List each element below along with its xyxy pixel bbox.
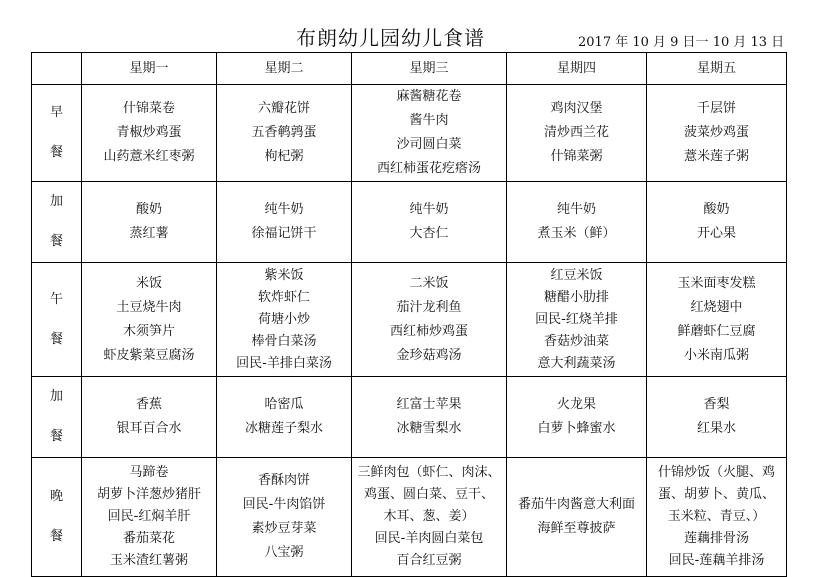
meal-label-char: 加 [49,389,63,404]
day-header: 星期一 [82,53,217,85]
dish-item: 回民-莲藕羊排汤 [668,553,765,568]
dish-item: 冰糖雪梨水 [396,421,462,436]
dish-item: 西红柿蛋花疙瘩汤 [376,161,481,176]
menu-cell [352,263,507,377]
dish-item: 纯牛奶 [556,202,596,217]
meal-label-char: 加 [49,194,63,209]
menu-cell [82,85,217,182]
dish-item: 回民-红烧羊排 [535,311,618,327]
menu-cell [82,263,217,377]
menu-cell [647,182,787,263]
menu-cell [507,85,647,182]
dish-item: 鸡蛋、圆白菜、豆干、 [363,487,494,502]
dish-item: 鲜蘑虾仁豆腐 [677,323,756,339]
page-title: 布朗幼儿园幼儿食谱 [296,26,485,50]
menu-cell [217,182,352,263]
dish-item: 清炒西兰花 [543,125,609,140]
meal-row [32,458,787,577]
meal-row [32,377,787,458]
meal-row [32,263,787,377]
dish-item: 蛋、胡萝卜、黄瓜、 [657,487,775,502]
dish-item: 西红柿炒鸡蛋 [389,323,468,339]
dish-item: 回民-红焖羊肝 [107,509,191,524]
dish-item: 胡萝卜洋葱炒猪肝 [96,487,201,502]
meal-label-char: 餐 [49,145,63,160]
dish-item: 香菇炒油菜 [543,333,609,349]
dish-item: 莲藕排骨汤 [683,531,749,546]
dish-item: 纯牛奶 [409,202,449,217]
dish-item: 番茄牛肉酱意大利面 [517,497,635,512]
dish-item: 纯牛奶 [264,202,304,217]
dish-item: 薏米莲子粥 [683,149,749,164]
dish-item: 木耳、葱、姜） [383,509,475,524]
menu-cell [217,85,352,182]
dish-item: 香蕉 [135,397,162,412]
dish-item: 玉米渣红薯粥 [109,553,188,568]
dish-item: 酸奶 [135,202,162,217]
day-header: 星期五 [647,53,787,85]
dish-item: 六瓣花饼 [257,101,310,116]
menu-cell [507,263,647,377]
dish-item: 红豆米饭 [550,267,603,283]
menu-cell [352,377,507,458]
meal-label-char: 餐 [49,429,63,444]
dish-item: 开心果 [696,226,736,241]
header-row [32,53,787,85]
meal-label [32,85,82,182]
dish-item: 哈密瓜 [264,397,304,412]
dish-item: 蒸红薯 [129,226,169,241]
dish-item: 白萝卜蜂蜜水 [537,421,616,436]
dish-item: 小米南瓜粥 [683,347,749,363]
menu-cell [217,458,352,577]
meal-label [32,458,82,577]
meal-label-char: 餐 [49,331,63,347]
dish-item: 枸杞粥 [264,149,304,164]
date-range: 2017 年 10 月 9 日一 10 月 13 日 [578,35,785,50]
meal-label-char: 餐 [49,529,63,544]
dish-item: 麻酱糖花卷 [396,89,462,104]
dish-item: 回民-牛肉馅饼 [242,497,326,512]
dish-item: 香梨 [703,397,730,412]
dish-item: 鸡肉汉堡 [550,101,603,116]
dish-item: 什锦菜粥 [550,149,603,164]
dish-item: 山药薏米红枣粥 [103,149,195,164]
dish-item: 八宝粥 [264,545,304,560]
dish-item: 百合红豆粥 [396,553,462,568]
dish-item: 红烧翅中 [690,299,743,315]
dish-item: 沙司圆白菜 [396,137,462,152]
dish-item: 虾皮紫菜豆腐汤 [103,347,195,363]
day-header: 星期二 [217,53,352,85]
dish-item: 马蹄卷 [129,465,169,480]
menu-cell [217,377,352,458]
dish-item: 紫米饭 [264,267,304,283]
meal-label [32,182,82,263]
dish-item: 千层饼 [696,101,736,116]
dish-item: 五香鹌鹑蛋 [251,125,317,140]
dish-item: 冰糖莲子梨水 [244,421,323,436]
dish-item: 红富士苹果 [396,397,462,412]
dish-item: 什锦菜卷 [122,101,175,116]
menu-cell [352,182,507,263]
menu-cell [82,377,217,458]
day-header: 星期三 [352,53,507,85]
menu-cell [647,263,787,377]
menu-cell [507,182,647,263]
menu-cell [82,182,217,263]
dish-item: 玉米面枣发糕 [677,275,756,291]
dish-item: 金珍菇鸡汤 [396,347,462,363]
dish-item: 菠菜炒鸡蛋 [683,125,749,140]
dish-item: 酱牛肉 [409,113,449,128]
meal-label-char: 餐 [49,234,63,249]
meal-label [32,263,82,377]
dish-item: 香酥肉饼 [257,473,310,488]
dish-item: 三鲜肉包（虾仁、肉沫、 [357,465,501,480]
dish-item: 荷塘小炒 [257,311,310,327]
dish-item: 糖醋小肋排 [543,289,609,305]
menu-cell [82,458,217,577]
dish-item: 海鲜至尊披萨 [537,521,616,536]
dish-item: 红果水 [696,421,736,436]
dish-item: 什锦炒饭（火腿、鸡 [657,465,775,480]
menu-cell [217,263,352,377]
menu-cell [647,85,787,182]
menu-cell [352,458,507,577]
meal-label-char: 早 [49,105,63,120]
meal-label-char: 午 [49,291,63,307]
dish-item: 茄汁龙利鱼 [396,299,462,315]
dish-item: 木须笋片 [122,323,175,339]
menu-cell [507,377,647,458]
meal-label-char: 晚 [49,489,63,504]
meal-row [32,85,787,182]
dish-item: 二米饭 [409,275,449,291]
dish-item: 意大利蔬菜汤 [537,355,616,371]
dish-item: 玉米粒、青豆、） [667,509,766,524]
menu-cell [647,377,787,458]
dish-item: 棒骨白菜汤 [251,333,317,349]
dish-item: 土豆烧牛肉 [116,299,182,315]
dish-item: 米饭 [135,275,162,291]
dish-item: 软炸虾仁 [257,289,310,305]
dish-item: 银耳百合水 [116,421,182,436]
dish-item: 番茄菜花 [122,531,175,546]
dish-item: 煮玉米（鲜） [537,226,616,241]
menu-cell [352,85,507,182]
dish-item: 火龙果 [556,397,596,412]
meal-row [32,182,787,263]
dish-item: 回民-羊排白菜汤 [236,355,332,371]
menu-cell [507,458,647,577]
day-header: 星期四 [507,53,647,85]
dish-item: 徐福记饼干 [251,226,317,241]
meal-label [32,377,82,458]
dish-item: 青椒炒鸡蛋 [116,125,182,140]
menu-table [31,52,787,577]
menu-cell [647,458,787,577]
dish-item: 酸奶 [703,202,730,217]
dish-item: 素炒豆芽菜 [251,521,317,536]
dish-item: 大杏仁 [409,226,449,241]
corner-cell [32,53,82,85]
dish-item: 回民-羊肉圆白菜包 [374,531,484,546]
